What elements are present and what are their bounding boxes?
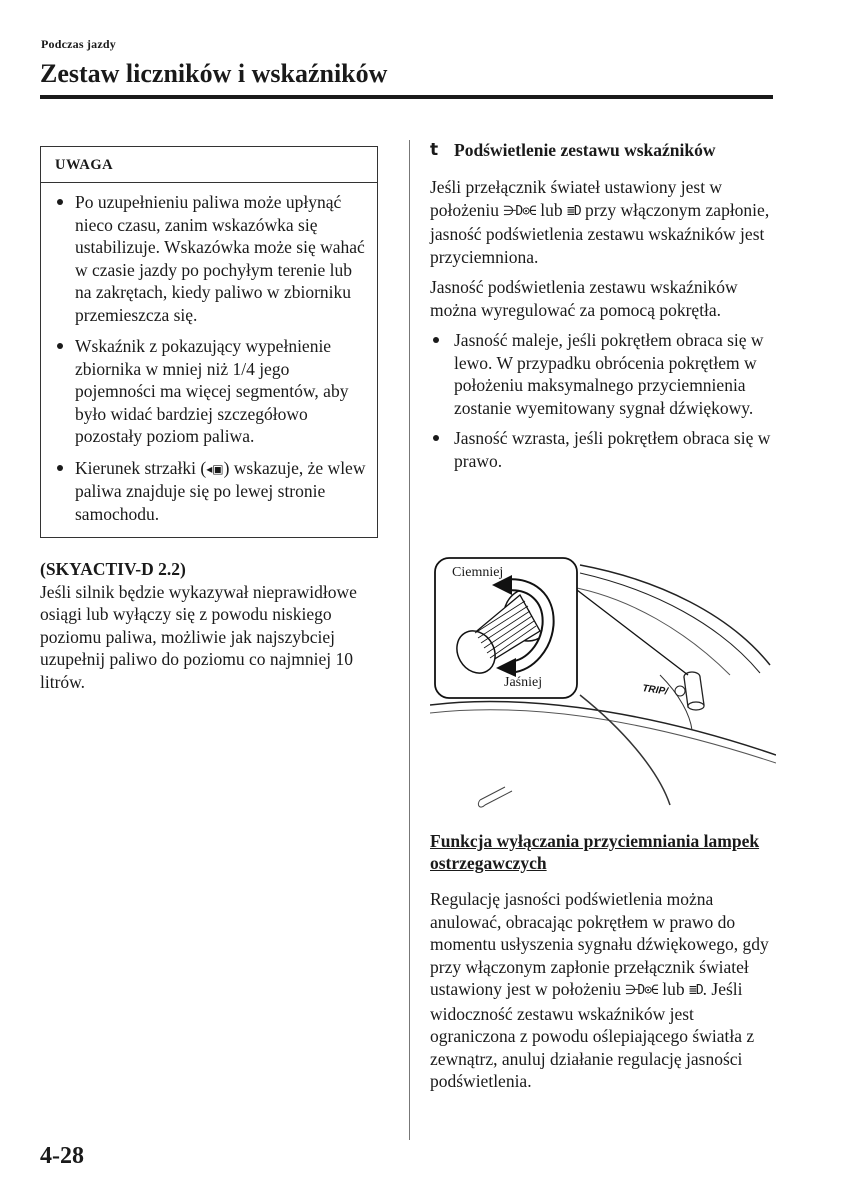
dimmer-knob-drawing [430, 555, 776, 815]
paragraph-text: lub [662, 979, 685, 999]
caution-item: Wskaźnik z pokazujący wypełnienie zbiornika w mniej niż 1/4 jego pojemności ma więcej segmentów, aby było widać bardziej szczegółowo pozostały poziom paliwa. [41, 335, 377, 448]
parking-light-icon: ⋺D⊙∈ [503, 203, 536, 219]
illumination-paragraph [430, 176, 776, 268]
illumination-section [430, 138, 776, 480]
illumination-bullet: Jasność maleje, jeśli pokrętłem obraca się w lewo. W przypadku obrócenia pokrętłem w położeniu maksymalnego przyciemnienia zostanie wyemitowany sygnał dźwiękowy. [430, 329, 776, 419]
trip-button-label: TRIP/ [641, 683, 669, 698]
page-number: 4-28 [40, 1143, 84, 1169]
illumination-heading [430, 138, 776, 162]
paragraph-text: Regulację jasności podświetlenia można anulować, obracając pokrętłem w prawo do momentu usłyszenia sygnału dźwiękowego, gdy przy włączonym zapłonie przełącznik świateł ustawiony jest w położeniu [430, 889, 769, 999]
paragraph-text: Jeśli przełącznik świateł ustawiony jest w położeniu [430, 177, 723, 220]
column-divider [409, 140, 410, 1140]
headlight-icon: ≣D [689, 983, 703, 998]
diesel-section [40, 558, 380, 693]
caution-item: Po uzupełnieniu paliwa może upłynąć nieco czasu, zanim wskazówka się ustabilizuje. Wskazówka może się wahać w czasie jazdy po pochyłym terenie lub na zakrętach, kiedy paliwo w zbiorniku przemieszcza się. [41, 191, 377, 326]
caution-list [41, 183, 377, 525]
cancel-function-heading: Funkcja wyłączania przyciemniania lampek ostrzegawczych [430, 831, 760, 873]
illumination-paragraph: Jasność podświetlenia zestawu wskaźników można wyregulować za pomocą pokrętła. [430, 277, 738, 320]
title-rule [40, 95, 773, 99]
parking-light-icon: ⋺D⊙∈ [625, 983, 658, 998]
label-brighter: Jaśniej [504, 675, 543, 690]
paragraph-text: przy włączonym zapłonie, jasność podświetlenia zestawu wskaźników jest przyciemniona. [430, 199, 770, 267]
section-marker-icon: t [430, 140, 439, 160]
dimmer-knob-illustration [430, 555, 776, 815]
headlight-icon: ≣D [567, 203, 581, 219]
caution-item-text: ) wskazuje, że wlew paliwa znajduje się po lewej stronie samochodu. [75, 457, 366, 524]
cancel-function-text [430, 888, 776, 1093]
fuel-door-arrow-icon: ◂▣ [206, 461, 224, 476]
diesel-text: Jeśli silnik będzie wykazywał nieprawidłowe osiągi lub wyłączy się z powodu niskiego poziomu paliwa, możliwie jak najszybciej uzupełnij paliwo do poziomu co najmniej 10 litrów. [40, 581, 357, 692]
caution-item [41, 457, 377, 526]
diesel-heading: (SKYACTIV-D 2.2) [40, 559, 186, 579]
illumination-heading-text: Podświetlenie zestawu wskaźników [454, 140, 716, 160]
paragraph-text: lub [540, 199, 563, 220]
paragraph-text: . Jeśli widoczność zestawu wskaźników jest ograniczona z powodu oślepiającego światła z zewnątrz, anuluj działanie regulację jasności podświetlenia. [430, 979, 755, 1091]
page-title: Zestaw liczników i wskaźników [40, 59, 388, 88]
caution-item-text: Kierunek strzałki ( [75, 457, 207, 478]
section-label: Podczas jazdy [41, 37, 116, 51]
illumination-list [430, 329, 776, 472]
illumination-bullet: Jasność wzrasta, jeśli pokrętłem obraca się w prawo. [430, 427, 776, 472]
caution-box [40, 146, 378, 538]
cancel-function-section [430, 830, 776, 1093]
caution-title: UWAGA [41, 147, 377, 183]
label-darker: Ciemniej [452, 565, 504, 580]
